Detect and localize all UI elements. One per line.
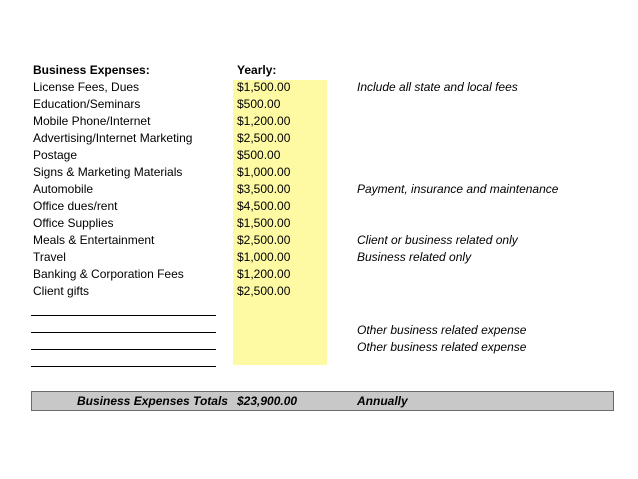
expense-amount: $1,200.00 [237, 267, 291, 281]
expense-note: Client or business related only [357, 233, 518, 247]
expense-category: Client gifts [33, 284, 90, 298]
expense-row [0, 198, 638, 215]
expense-amount: $2,500.00 [237, 233, 291, 247]
expense-amount: $1,500.00 [237, 80, 291, 94]
expense-row [0, 79, 638, 96]
expense-row [0, 181, 638, 198]
totals-bar [31, 391, 614, 411]
expense-row [0, 147, 638, 164]
expense-row [0, 164, 638, 181]
expense-category: Meals & Entertainment [33, 233, 155, 247]
blank-row [0, 356, 638, 373]
expense-note: Payment, insurance and maintenance [357, 182, 559, 196]
expense-category: Office Supplies [33, 216, 114, 230]
blank-row [0, 305, 638, 322]
expense-row [0, 283, 638, 300]
expense-category: Advertising/Internet Marketing [33, 131, 193, 145]
blank-row [0, 322, 638, 339]
expense-row [0, 113, 638, 130]
expense-amount: $3,500.00 [237, 182, 291, 196]
blank-row [0, 339, 638, 356]
expense-category: Signs & Marketing Materials [33, 165, 183, 179]
expense-row [0, 130, 638, 147]
expense-amount: $4,500.00 [237, 199, 291, 213]
expense-row [0, 232, 638, 249]
totals-label: Business Expenses Totals [77, 394, 228, 408]
expense-note: Business related only [357, 250, 472, 264]
expense-category: Automobile [33, 182, 94, 196]
expense-amount: $2,500.00 [237, 284, 291, 298]
expense-note: Include all state and local fees [357, 80, 518, 94]
expense-amount: $1,000.00 [237, 250, 291, 264]
expense-category: Travel [33, 250, 66, 264]
blank-row-note: Other business related expense [357, 323, 527, 337]
category-header: Business Expenses: [33, 63, 150, 77]
expense-row [0, 215, 638, 232]
totals-amount: $23,900.00 [237, 394, 298, 408]
amount-header: Yearly: [237, 63, 277, 77]
expense-amount: $2,500.00 [237, 131, 291, 145]
expense-amount: $500.00 [237, 97, 281, 111]
expense-category: Mobile Phone/Internet [33, 114, 151, 128]
expense-row [0, 96, 638, 113]
expense-amount: $1,000.00 [237, 165, 291, 179]
expense-category: Postage [33, 148, 78, 162]
expense-amount: $1,200.00 [237, 114, 291, 128]
expense-amount: $500.00 [237, 148, 281, 162]
expense-row [0, 266, 638, 283]
expense-category: License Fees, Dues [33, 80, 140, 94]
expense-amount: $1,500.00 [237, 216, 291, 230]
expense-category: Education/Seminars [33, 97, 141, 111]
expense-category: Banking & Corporation Fees [33, 267, 184, 281]
expense-row [0, 249, 638, 266]
totals-period: Annually [357, 394, 408, 408]
expense-category: Office dues/rent [33, 199, 118, 213]
blank-row-note: Other business related expense [357, 340, 527, 354]
